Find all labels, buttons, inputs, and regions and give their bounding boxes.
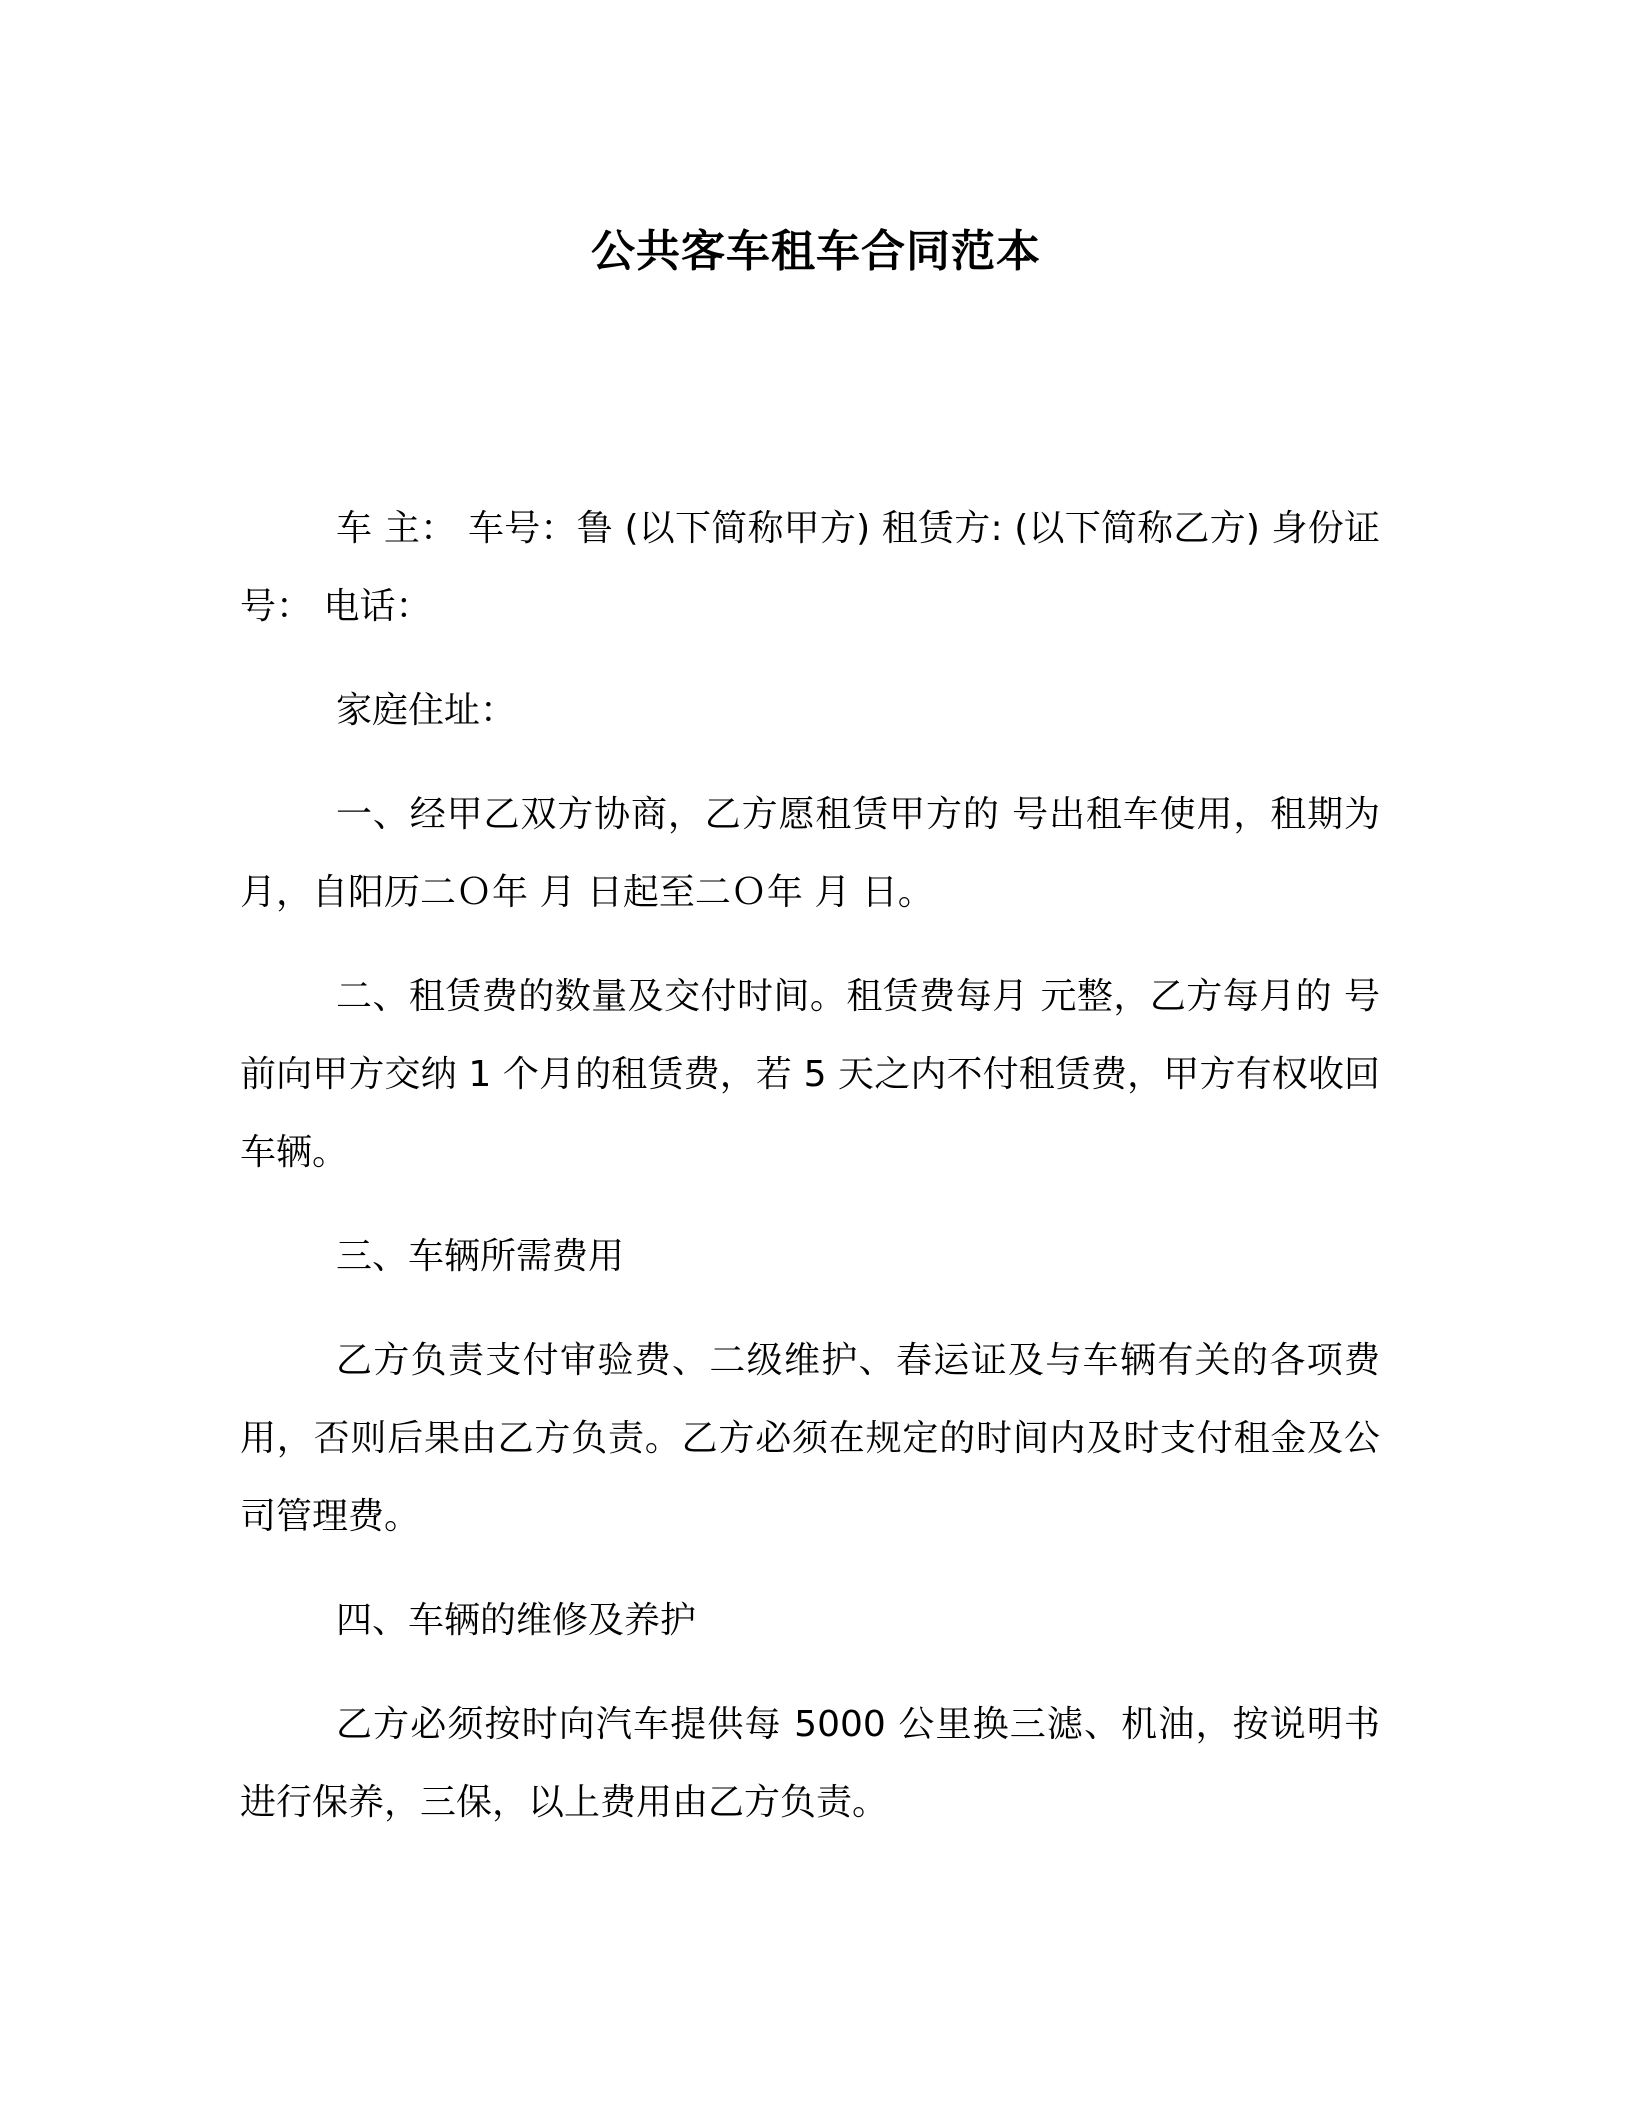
clause-4-heading: 四、车辆的维修及养护 bbox=[336, 1600, 697, 1641]
clause-3-paragraph: 乙方负责支付审验费、二级维护、春运证及与车辆有关的各项费用，否则后果由乙方负责。乙方必须在规定的时间内及时支付租金及公司管理费。 bbox=[240, 1340, 1380, 1537]
party-info-paragraph: 车 主： 车号：鲁 (以下简称甲方) 租赁方: (以下简称乙方) 身份证号： 电话： bbox=[240, 508, 1380, 627]
document-body bbox=[240, 490, 1380, 1868]
clause-3-heading: 三、车辆所需费用 bbox=[336, 1236, 625, 1277]
document-title: 公共客车租车合同范本 bbox=[591, 226, 1041, 277]
clause-2-paragraph: 二、租赁费的数量及交付时间。租赁费每月 元整，乙方每月的 号前向甲方交纳 1 个月的租赁费，若 5 天之内不付租赁费，甲方有权收回车辆。 bbox=[240, 976, 1380, 1173]
clause-1-paragraph: 一、经甲乙双方协商，乙方愿租赁甲方的 号出租车使用，租期为 月，自阳历二Ｏ年 月 日起至二Ｏ年 月 日。 bbox=[240, 794, 1380, 913]
clause-4-paragraph: 乙方必须按时向汽车提供每 5000 公里换三滤、机油，按说明书进行保养，三保，以上费用由乙方负责。 bbox=[240, 1704, 1380, 1823]
home-address-paragraph: 家庭住址： bbox=[336, 690, 517, 731]
